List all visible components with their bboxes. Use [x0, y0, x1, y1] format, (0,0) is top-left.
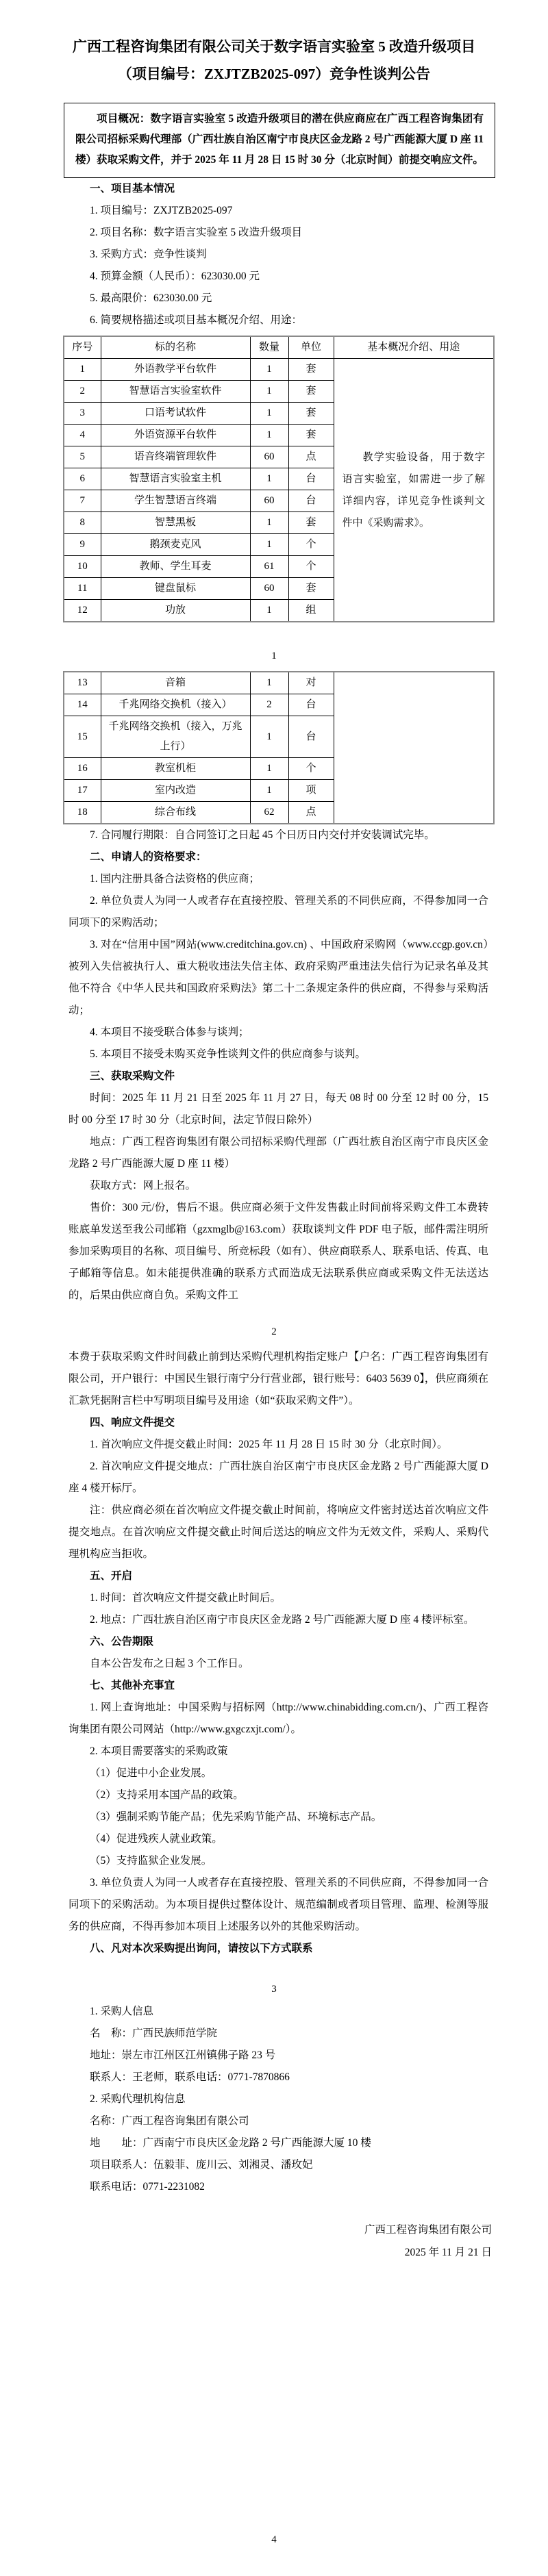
table-cell: 6 [64, 468, 101, 490]
table-cell: 12 [64, 600, 101, 622]
title-line-2: （项目编号：ZXJTZB2025-097）竞争性谈判公告 [117, 66, 431, 82]
table-cell: 项 [288, 780, 334, 802]
table-cell: 鹅颈麦克风 [101, 534, 250, 556]
paragraph: 2. 地点：广西壮族自治区南宁市良庆区金龙路 2 号广西能源大厦 D 座 4 楼评标室。 [90, 1614, 475, 1626]
table-cell: 9 [64, 534, 101, 556]
paragraph: （1）促进中小企业发展。 [90, 1767, 212, 1779]
section-4-heading: 四、响应文件提交 [90, 1417, 175, 1428]
table-cell: 音箱 [101, 672, 250, 694]
table-cell: 4 [64, 425, 101, 446]
table-body [64, 672, 494, 824]
paragraph: 3. 对在“信用中国”网站(www.creditchina.gov.cn) 、中国政府采购网（www.ccgp.gov.cn）被列入失信被执行人、重大税收违法失信主体、政府采购严重违法失信行为记录名单及其他不符合《中华人民共和国政府采购法》第二十二条规定条件的供应商，不得参与采购活动； [68, 939, 488, 1016]
agency-address: 地 址：广西南宁市良庆区金龙路 2 号广西能源大厦 10 楼 [90, 2137, 371, 2149]
section-6-heading: 六、公告期限 [90, 1636, 154, 1647]
table-cell: 点 [288, 446, 334, 468]
paragraph: （2）支持采用本国产品的政策。 [90, 1789, 244, 1801]
table-cell: 16 [64, 758, 101, 780]
paragraph: 3. 单位负责人为同一人或者存在直接控股、管理关系的不同供应商，不得参加同一合同项下的采购活动。为本项目提供过整体设计、规范编制或者项目管理、监理、检测等服务的供应商，不得再参加本项目上述服务以外的其他采购活动。 [68, 1877, 488, 1932]
table-cell: 1 [250, 425, 288, 446]
table-cell: 3 [64, 403, 101, 425]
paragraph: 1. 时间：首次响应文件提交截止时间后。 [90, 1592, 282, 1604]
table-cell: 智慧语言实验室软件 [101, 381, 250, 403]
table-cell: 千兆网络交换机（接入，万兆上行） [101, 716, 250, 758]
paragraph: 4. 预算金额（人民币）：623030.00 元 [90, 270, 260, 282]
table-header-cell: 数量 [250, 336, 288, 359]
table-cell: 60 [250, 490, 288, 512]
page-number-4: 4 [271, 2534, 277, 2545]
section-1-heading: 一、项目基本情况 [90, 183, 175, 194]
table-cell: 套 [288, 512, 334, 534]
page-title [40, 0, 508, 88]
agency-contacts: 项目联系人：伍毅菲、庞川云、刘湘灵、潘玫妃 [90, 2159, 313, 2171]
table-cell: 1 [250, 534, 288, 556]
table-cell: 学生智慧语言终端 [101, 490, 250, 512]
table-cell: 1 [250, 381, 288, 403]
table-cell: 1 [250, 672, 288, 694]
paragraph: 注：供应商必须在首次响应文件提交截止时间前，将响应文件密封送达首次响应文件提交地点。在首次响应文件提交截止时间后送达的响应文件为无效文件，采购人、采购代理机构应当拒收。 [68, 1504, 488, 1560]
table-cell: 11 [64, 578, 101, 600]
overview-paragraph: 项目概况：数字语言实验室 5 改造升级项目的潜在供应商应在广西工程咨询集团有限公司招标采购代理部（广西壮族自治区南宁市良庆区金龙路 2 号广西能源大厦 D 座 11 楼）获取采购文件，并于 2025 年 11 月 28 日 15 时 30 分（北京时间）前提交响应文件。 [75, 113, 484, 166]
signature-company: 广西工程咨询集团有限公司 [364, 2224, 492, 2236]
table-cell: 教师、学生耳麦 [101, 556, 250, 578]
page-number-1: 1 [271, 651, 277, 661]
paragraph: 4. 本项目不接受联合体参与谈判； [90, 1026, 249, 1038]
table-row [64, 672, 494, 694]
section-3-heading: 三、获取采购文件 [90, 1070, 175, 1082]
table-cell: 智慧语言实验室主机 [101, 468, 250, 490]
table-cell: 1 [250, 780, 288, 802]
paragraph: （5）支持监狱企业发展。 [90, 1855, 212, 1867]
table-description-cell: 教学实验设备，用于数字语言实验室，如需进一步了解详细内容，详见竞争性谈判文件中《采购需求》。 [334, 359, 494, 622]
table-cell: 台 [288, 694, 334, 716]
table-cell: 语音终端管理软件 [101, 446, 250, 468]
page-number-2: 2 [271, 1326, 277, 1337]
table-cell: 10 [64, 556, 101, 578]
table-cell: 外语教学平台软件 [101, 359, 250, 381]
table-header-cell: 基本概况介绍、用途 [334, 336, 494, 359]
table-cell: 60 [250, 446, 288, 468]
buyer-contact: 联系人：王老师，联系电话：0771-7870866 [90, 2071, 290, 2083]
table-cell: 套 [288, 403, 334, 425]
table-cell: 综合布线 [101, 802, 250, 824]
paragraph: 2. 单位负责人为同一人或者存在直接控股、管理关系的不同供应商，不得参加同一合同项下的采购活动； [68, 895, 488, 929]
table-cell: 5 [64, 446, 101, 468]
buyer-info-heading: 1. 采购人信息 [90, 2006, 154, 2017]
paragraph: 2. 本项目需要落实的采购政策 [90, 1745, 228, 1757]
table-cell: 个 [288, 556, 334, 578]
agency-name: 名称：广西工程咨询集团有限公司 [90, 2115, 249, 2127]
paragraph: 时间：2025 年 11 月 21 日至 2025 年 11 月 27 日，每天 08 时 00 分至 12 时 00 分，15 时 00 分至 17 时 30 分（北京时间，法定节假日除外） [68, 1092, 488, 1126]
table-cell: 8 [64, 512, 101, 534]
table-cell: 组 [288, 600, 334, 622]
page-number-3: 3 [271, 1984, 277, 1995]
buyer-address: 地址：崇左市江州区江州镇佛子路 23 号 [90, 2049, 276, 2061]
table-cell: 1 [250, 403, 288, 425]
table-cell: 键盘鼠标 [101, 578, 250, 600]
table-cell: 室内改造 [101, 780, 250, 802]
paragraph: （3）强制采购节能产品；优先采购节能产品、环境标志产品。 [90, 1811, 382, 1823]
paragraph: 7. 合同履行期限：自合同签订之日起 45 个日历日内交付并安装调试完毕。 [90, 829, 435, 841]
paragraph: 5. 最高限价：623030.00 元 [90, 292, 212, 304]
paragraph: 1. 首次响应文件提交截止时间：2025 年 11 月 28 日 15 时 30 分（北京时间）。 [90, 1439, 448, 1450]
paragraph: 1. 网上查询地址：中国采购与招标网（http://www.chinabidding.com.cn/)、广西工程咨询集团有限公司网站（http://www.gxgczxjt.com/）。 [68, 1702, 488, 1735]
overview-box [64, 103, 495, 178]
paragraph: 地点：广西工程咨询集团有限公司招标采购代理部（广西壮族自治区南宁市良庆区金龙路 2 号广西能源大厦 D 座 11 楼） [68, 1136, 488, 1170]
table-cell: 套 [288, 578, 334, 600]
agency-phone: 联系电话：0771-2231082 [90, 2181, 205, 2193]
table-cell: 18 [64, 802, 101, 824]
items-table-part1 [63, 336, 495, 622]
table-cell: 7 [64, 490, 101, 512]
table-cell: 17 [64, 780, 101, 802]
table-cell: 台 [288, 490, 334, 512]
table-cell: 1 [250, 512, 288, 534]
table-cell: 1 [250, 468, 288, 490]
agency-info-heading: 2. 采购代理机构信息 [90, 2093, 186, 2105]
table-header-row [64, 336, 494, 359]
paragraph-continuation: 本费于获取采购文件时间截止前到达采购代理机构指定账户【户名：广西工程咨询集团有限公司，开户银行：中国民生银行南宁分行营业部，银行账号：6403 5639 0】，供应商须在汇款凭据附言栏中写明项目编号及用途（如“获取采购文件”）。 [68, 1351, 488, 1406]
paragraph: 自本公告发布之日起 3 个工作日。 [90, 1658, 249, 1669]
table-cell: 13 [64, 672, 101, 694]
paragraph: 2. 首次响应文件提交地点：广西壮族自治区南宁市良庆区金龙路 2 号广西能源大厦 D 座 4 楼开标厅。 [68, 1461, 488, 1494]
table-cell: 15 [64, 716, 101, 758]
paragraph: 5. 本项目不接受未购买竞争性谈判文件的供应商参与谈判。 [90, 1048, 366, 1060]
items-table-part2 [63, 671, 495, 824]
table-cell: 1 [250, 600, 288, 622]
table-cell: 62 [250, 802, 288, 824]
table-description-cell [334, 672, 494, 824]
table-cell: 千兆网络交换机（接入） [101, 694, 250, 716]
paragraph: （4）促进残疾人就业政策。 [90, 1833, 223, 1845]
table-cell: 台 [288, 468, 334, 490]
section-2-heading: 二、申请人的资格要求： [90, 851, 207, 863]
table-cell: 60 [250, 578, 288, 600]
table-cell: 外语资源平台软件 [101, 425, 250, 446]
paragraph: 售价：300 元/份，售后不退。供应商必须于文件发售截止时间前将采购文件工本费转账底单发送至我公司邮箱（gzxmglb@163.com）获取谈判文件 PDF 电子版，邮件需注明所参加采购项目的名称、项目编号、所竞标段（如有）、供应商联系人、联系电话、传真、电子邮箱等信息。如未能提供准确的联系方式而造成无法联系供应商或采购文件无法送达的，后果由供应商自负。采购文件工 [68, 1202, 488, 1301]
table-cell: 台 [288, 716, 334, 758]
table-cell: 对 [288, 672, 334, 694]
table-cell: 智慧黑板 [101, 512, 250, 534]
table-cell: 2 [250, 694, 288, 716]
table-cell: 1 [250, 716, 288, 758]
table-cell: 口语考试软件 [101, 403, 250, 425]
table-cell: 套 [288, 359, 334, 381]
paragraph: 2. 项目名称：数字语言实验室 5 改造升级项目 [90, 227, 303, 238]
table-cell: 教室机柜 [101, 758, 250, 780]
paragraph: 6. 简要规格描述或项目基本概况介绍、用途： [90, 314, 303, 326]
table-row [64, 359, 494, 381]
table-cell: 61 [250, 556, 288, 578]
buyer-name: 名 称：广西民族师范学院 [90, 2028, 218, 2039]
table-body [64, 359, 494, 622]
table-cell: 个 [288, 758, 334, 780]
section-7-heading: 七、其他补充事宜 [90, 1680, 175, 1691]
table-cell: 1 [250, 758, 288, 780]
table-cell: 功放 [101, 600, 250, 622]
table-cell: 1 [64, 359, 101, 381]
paragraph: 1. 项目编号：ZXJTZB2025-097 [90, 205, 233, 216]
table-cell: 2 [64, 381, 101, 403]
paragraph: 3. 采购方式：竞争性谈判 [90, 249, 207, 260]
table-header-cell: 序号 [64, 336, 101, 359]
table-cell: 14 [64, 694, 101, 716]
table-header-cell: 标的名称 [101, 336, 250, 359]
paragraph: 1. 国内注册具备合法资格的供应商； [90, 873, 260, 885]
table-cell: 1 [250, 359, 288, 381]
section-5-heading: 五、开启 [90, 1570, 133, 1582]
table-cell: 点 [288, 802, 334, 824]
signature-date: 2025 年 11 月 21 日 [404, 2247, 492, 2258]
table-cell: 套 [288, 381, 334, 403]
section-8-heading: 八、凡对本次采购提出询问，请按以下方式联系 [90, 1943, 313, 1954]
table-cell: 套 [288, 425, 334, 446]
table-cell: 个 [288, 534, 334, 556]
title-line-1: 广西工程咨询集团有限公司关于数字语言实验室 5 改造升级项目 [73, 38, 475, 55]
paragraph: 获取方式：网上报名。 [90, 1180, 197, 1191]
table-header-cell: 单位 [288, 336, 334, 359]
